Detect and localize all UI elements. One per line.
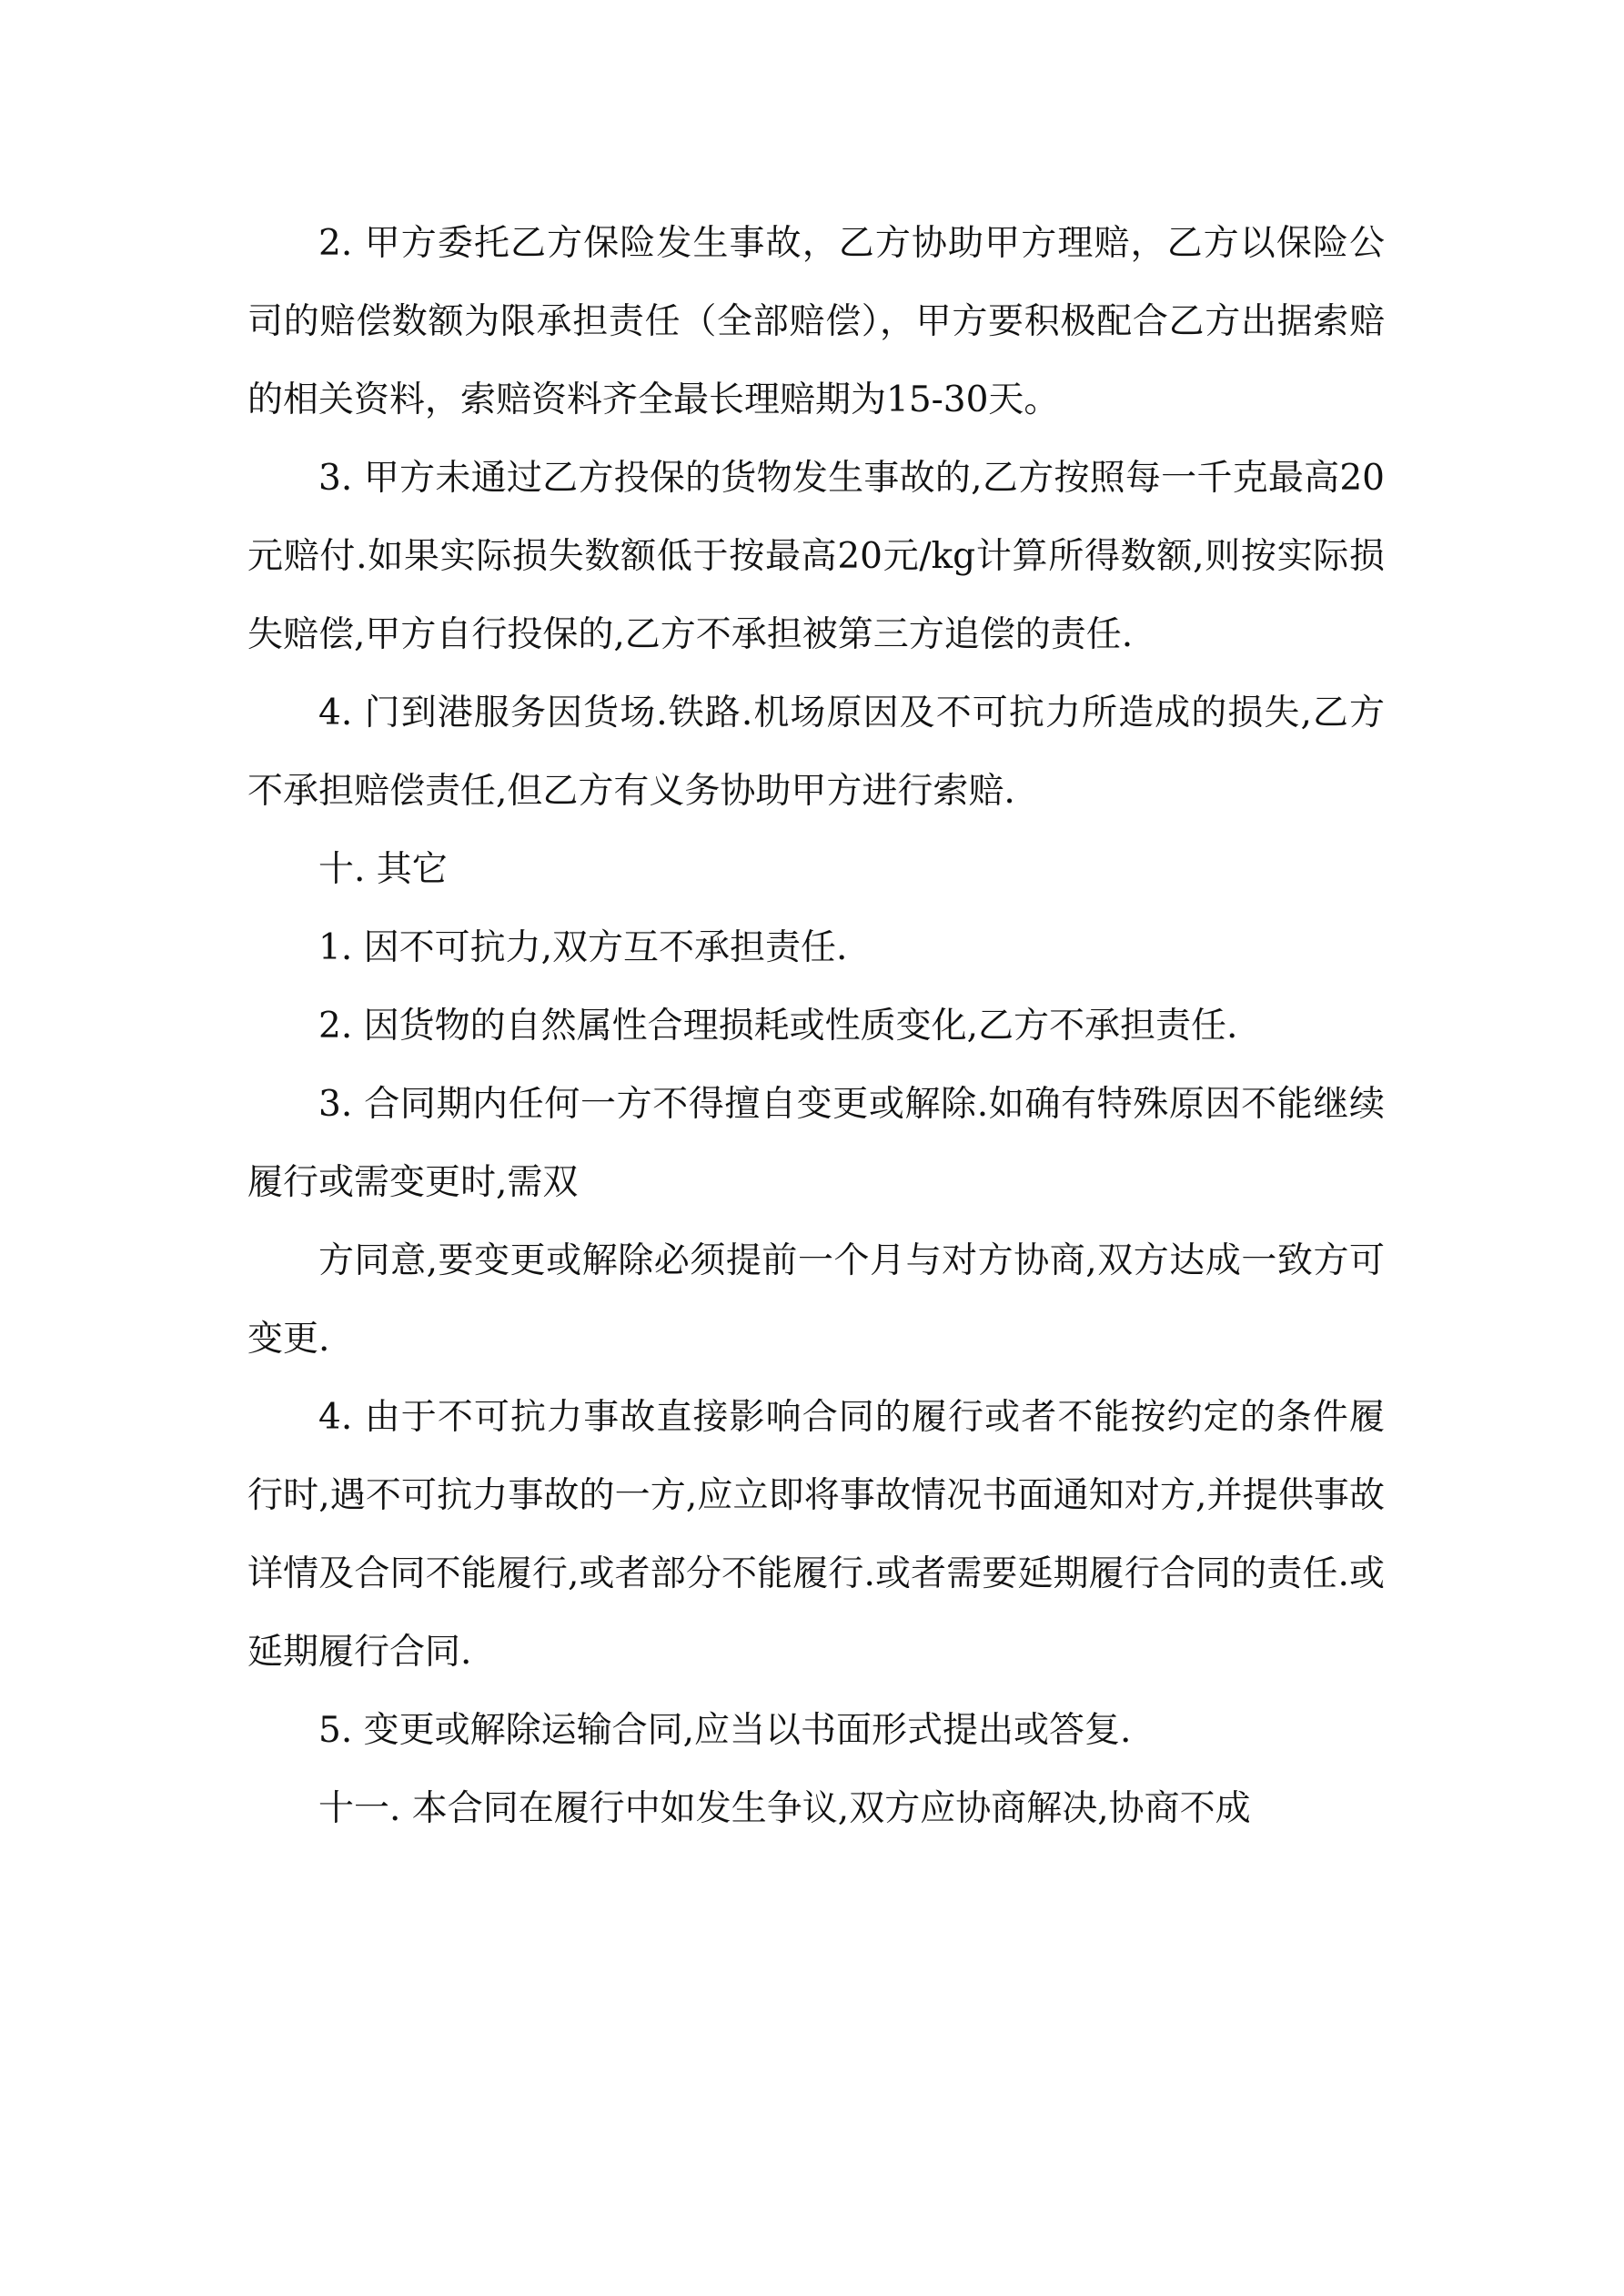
paragraph-force-majeure-notice: 4. 由于不可抗力事故直接影响合同的履行或者不能按约定的条件履行时,遇不可抗力事故的一方,应立即将事故情况书面通知对方,并提供事故详情及合同不能履行,或者部分不能履行.或者需要延期履行合同的责任.或延期履行合同. xyxy=(247,1397,1385,1673)
paragraph-written-form: 5. 变更或解除运输合同,应当以书面形式提出或答复. xyxy=(318,1710,1132,1751)
section-heading-other: 十. 其它 xyxy=(318,849,448,890)
document-body xyxy=(247,205,1385,1848)
paragraph-contract-change: 3. 合同期内任何一方不得擅自变更或解除.如确有特殊原因不能继续履行或需变更时,需双 xyxy=(247,1084,1385,1203)
paragraph-contract-change-continued: 方同意,要变更或解除必须提前一个月与对方协商,双方达成一致方可变更. xyxy=(247,1240,1385,1360)
paragraph-natural-loss: 2. 因货物的自然属性合理损耗或性质变化,乙方不承担责任. xyxy=(318,1006,1238,1047)
paragraph-force-majeure: 1. 因不可抗力,双方互不承担责任. xyxy=(318,927,848,968)
paragraph-insurance-claim: 2. 甲方委托乙方保险发生事故，乙方协助甲方理赔，乙方以保险公司的赔偿数额为限承担责任（全部赔偿），甲方要积极配合乙方出据索赔的相关资料，索赔资料齐全最长理赔期为15-30天。 xyxy=(247,223,1385,420)
paragraph-uninsured-compensation: 3. 甲方未通过乙方投保的货物发生事故的,乙方按照每一千克最高20元赔付.如果实际损失数额低于按最高20元/kg计算所得数额,则按实际损失赔偿,甲方自行投保的,乙方不承担被第三方追偿的责任. xyxy=(247,458,1385,655)
section-heading-disputes: 十一. 本合同在履行中如发生争议,双方应协商解决,协商不成 xyxy=(318,1788,1251,1829)
paragraph-door-to-port: 4. 门到港服务因货场.铁路.机场原因及不可抗力所造成的损失,乙方不承担赔偿责任,但乙方有义务协助甲方进行索赔. xyxy=(247,693,1385,812)
